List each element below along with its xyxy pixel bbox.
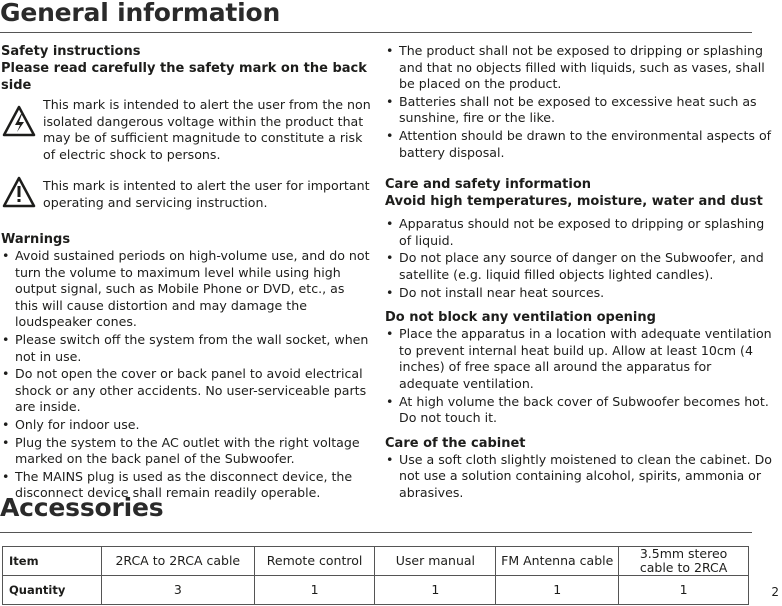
table-row-quantity [3, 576, 749, 605]
exclamation-triangle-icon [1, 172, 43, 215]
page-number: 2 [771, 585, 779, 599]
mark-text-instruction: This mark is intented to alert the user for important operating and servicing instruction. [43, 178, 370, 210]
cabinet-heading: Care of the cabinet [385, 435, 526, 451]
list-item: • Plug the system to the AC outlet with the right voltage marked on the back panel of the Subwoofer. [1, 435, 371, 468]
mark-row-voltage [1, 97, 371, 163]
accessories-title: Accessories [0, 493, 164, 522]
ventilation-heading: Do not block any ventilation opening [385, 310, 656, 326]
list-item: • Use a soft cloth slightly moistened to clean the cabinet. Do not use a solution containing alcohol, spirits, ammonia or abrasives. [385, 452, 775, 502]
row-header-quantity: Quantity [3, 576, 102, 605]
care-subheading: Avoid high temperatures, moisture, water and dust [385, 194, 763, 210]
safety-heading: Safety instructions [1, 44, 141, 59]
left-column [1, 43, 371, 503]
list-item: • Only for indoor use. [1, 417, 371, 434]
lightning-triangle-icon [1, 97, 43, 144]
table-row-items [3, 547, 749, 576]
title-rule [0, 32, 752, 33]
table-cell: 3.5mm stereo cable to 2RCA [619, 547, 749, 576]
list-item: • Place the apparatus in a location with adequate ventilation to prevent internal heat build up. Allow at least 10cm (4 inches) of free space all around the apparatus for adequate ventilation. [385, 326, 775, 392]
mark-row-instruction [1, 172, 371, 215]
list-item: • Attention should be drawn to the environmental aspects of battery disposal. [385, 128, 775, 161]
accessories-rule [0, 532, 752, 533]
list-item: • The MAINS plug is used as the disconnect device, the disconnect device shall remain readily operable. [1, 469, 371, 502]
table-cell: User manual [375, 547, 496, 576]
table-cell: 3 [101, 576, 254, 605]
product-bullets [385, 43, 775, 161]
table-cell: 1 [254, 576, 375, 605]
table-cell: 2RCA to 2RCA cable [101, 547, 254, 576]
list-item: • Do not open the cover or back panel to avoid electrical shock or any other accidents. No user-serviceable parts are inside. [1, 366, 371, 416]
table-cell: 1 [619, 576, 749, 605]
safety-subheading: Please read carefully the safety mark on the back side [1, 61, 367, 93]
table-cell: 1 [375, 576, 496, 605]
accessories-table [2, 546, 749, 605]
list-item: • At high volume the back cover of Subwoofer becomes hot. Do not touch it. [385, 394, 775, 427]
care-bullets [385, 216, 775, 301]
list-item: • Apparatus should not be exposed to dripping or splashing of liquid. [385, 216, 775, 249]
warnings-list [1, 248, 371, 502]
list-item: • Avoid sustained periods on high-volume use, and do not turn the volume to maximum level while using high output signal, such as Mobile Phone or DVD, etc., as this will cause distortion and may damage the loudspeaker cones. [1, 248, 371, 331]
table-cell: 1 [496, 576, 619, 605]
list-item: • Please switch off the system from the wall socket, when not in use. [1, 332, 371, 365]
cabinet-bullets [385, 452, 775, 502]
care-heading: Care and safety information [385, 177, 592, 193]
page-title: General information [0, 0, 281, 27]
mark-text-voltage: This mark is intended to alert the user from the non isolated dangerous voltage within the product that may be of sufficient magnitude to constitute a risk of electric shock to persons. [43, 97, 371, 162]
list-item: • Do not install near heat sources. [385, 285, 775, 302]
right-column [385, 43, 775, 502]
table-cell: Remote control [254, 547, 375, 576]
row-header-item: Item [3, 547, 102, 576]
list-item: • Batteries shall not be exposed to excessive heat such as sunshine, fire or the like. [385, 94, 775, 127]
list-item: • Do not place any source of danger on the Subwoofer, and satellite (e.g. liquid filled objects lighted candles). [385, 250, 775, 283]
table-cell: FM Antenna cable [496, 547, 619, 576]
list-item: • The product shall not be exposed to dripping or splashing and that no objects filled with liquids, such as vases, shall be placed on the product. [385, 43, 775, 93]
warnings-heading: Warnings [1, 231, 71, 247]
ventilation-bullets [385, 326, 775, 427]
